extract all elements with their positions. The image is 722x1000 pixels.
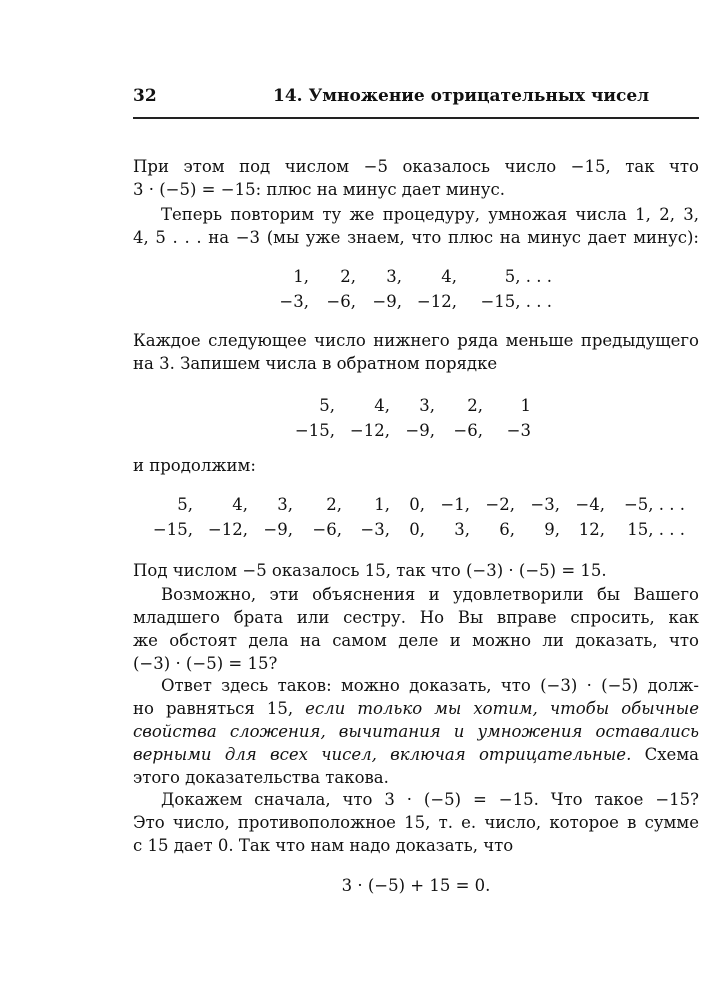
array-cell: −1, — [440, 495, 470, 514]
text-line: 3 · (−5) = −15: плюс на минус дает минус. — [133, 180, 505, 199]
array-cell: 5, . . . — [504, 267, 552, 286]
array-cell: 4, — [232, 495, 248, 514]
text-line: Ответ здесь таков: можно доказать, что (−3) · (−5) долж- — [161, 676, 699, 695]
paragraph-6 — [133, 583, 699, 675]
text-line: (−3) · (−5) = 15? — [133, 654, 278, 673]
array-cell: 15, . . . — [627, 520, 685, 539]
text-line: Под числом −5 оказалось 15, так что (−3) · (−5) = 15. — [133, 561, 607, 580]
text-plain: Схема — [631, 745, 699, 764]
array-cell: −9, — [372, 292, 402, 311]
text-line: свойства сложения, вычитания и умножения оставались — [133, 722, 699, 741]
text-line: Это число, противоположное 15, т. е. число, которое в сумме — [133, 813, 699, 832]
array-cell: 2, — [467, 396, 483, 415]
paragraph-7 — [133, 674, 699, 789]
text-line — [133, 743, 699, 766]
array-cell: −6, — [453, 421, 483, 440]
number-array-2 — [292, 393, 531, 443]
text-plain: но равняться 15, — [133, 699, 306, 718]
array-cell: −2, — [485, 495, 515, 514]
array-cell: 9, — [544, 520, 560, 539]
text-line: и продолжим: — [133, 456, 256, 475]
display-equation — [133, 874, 699, 897]
text-line: же обстоят дела на самом деле и можно ли доказать, что — [133, 631, 699, 650]
array-cell: −4, — [575, 495, 605, 514]
paragraph-8 — [133, 788, 699, 857]
array-cell: 1, — [293, 267, 309, 286]
array-cell: −9, — [263, 520, 293, 539]
array-cell: −3, — [360, 520, 390, 539]
array-cell: 1 — [520, 396, 531, 415]
array-row-bottom — [292, 418, 531, 443]
array-cell: 0, — [409, 495, 425, 514]
array-row-top — [292, 393, 531, 418]
array-row-top — [148, 492, 685, 517]
array-cell: 5, — [319, 396, 335, 415]
array-cell: −9, — [405, 421, 435, 440]
number-array-1 — [276, 264, 552, 314]
array-cell: 3, — [386, 267, 402, 286]
text-line: Теперь повторим ту же процедуру, умножая числа 1, 2, 3, — [161, 205, 699, 224]
array-cell: 6, — [499, 520, 515, 539]
array-cell: 0, — [409, 520, 425, 539]
array-cell: 4, — [374, 396, 390, 415]
header-rule — [133, 117, 699, 119]
array-cell: −12, — [349, 421, 390, 440]
array-cell: 3, — [454, 520, 470, 539]
array-cell: −15, . . . — [480, 292, 552, 311]
array-cell: 2, — [326, 495, 342, 514]
page-header — [133, 86, 699, 116]
array-cell: −3, — [279, 292, 309, 311]
text-line: этого доказательства такова. — [133, 768, 389, 787]
array-cell: 3, — [419, 396, 435, 415]
array-cell: −5, . . . — [623, 495, 685, 514]
array-cell: −3 — [506, 421, 531, 440]
equation-text: 3 · (−5) + 15 = 0. — [341, 876, 491, 895]
array-row-bottom — [148, 517, 685, 542]
text-italic: верными для всех чисел, включая отрицательные. — [133, 745, 632, 764]
array-cell: −15, — [294, 421, 335, 440]
number-array-3 — [148, 492, 685, 542]
text-line: Каждое следующее число нижнего ряда меньше предыдущего — [133, 331, 699, 350]
array-cell: −12, — [207, 520, 248, 539]
paragraph-4 — [133, 454, 699, 477]
array-cell: −6, — [312, 520, 342, 539]
text-line: 4, 5 . . . на −3 (мы уже знаем, что плюс на минус дает минус): — [133, 228, 699, 247]
array-cell: 3, — [277, 495, 293, 514]
paragraph-2 — [133, 203, 699, 249]
array-cell: −6, — [326, 292, 356, 311]
array-cell: −3, — [530, 495, 560, 514]
paragraph-3 — [133, 329, 699, 375]
array-cell: 1, — [374, 495, 390, 514]
array-cell: 2, — [340, 267, 356, 286]
running-title: 14. Умножение отрицательных чисел — [273, 86, 650, 106]
text-line: младшего брата или сестру. Но Вы вправе спросить, как — [133, 608, 699, 627]
array-cell: 5, — [177, 495, 193, 514]
array-cell: −15, — [152, 520, 193, 539]
text-line: с 15 дает 0. Так что нам надо доказать, что — [133, 836, 514, 855]
text-italic: если только мы хотим, чтобы обычные — [305, 699, 700, 718]
array-row-top — [276, 264, 552, 289]
array-cell: −12, — [416, 292, 457, 311]
text-line — [133, 697, 699, 720]
text-line: на 3. Запишем числа в обратном порядке — [133, 354, 498, 373]
paragraph-1 — [133, 155, 699, 201]
array-cell: 12, — [578, 520, 605, 539]
text-line: Докажем сначала, что 3 · (−5) = −15. Что такое −15? — [161, 790, 699, 809]
page-number: 32 — [133, 86, 157, 106]
array-row-bottom — [276, 289, 552, 314]
array-cell: 4, — [441, 267, 457, 286]
text-line: Возможно, эти объяснения и удовлетворили бы Вашего — [161, 585, 699, 604]
text-line: При этом под числом −5 оказалось число −15, так что — [133, 157, 699, 176]
paragraph-5 — [133, 559, 699, 582]
